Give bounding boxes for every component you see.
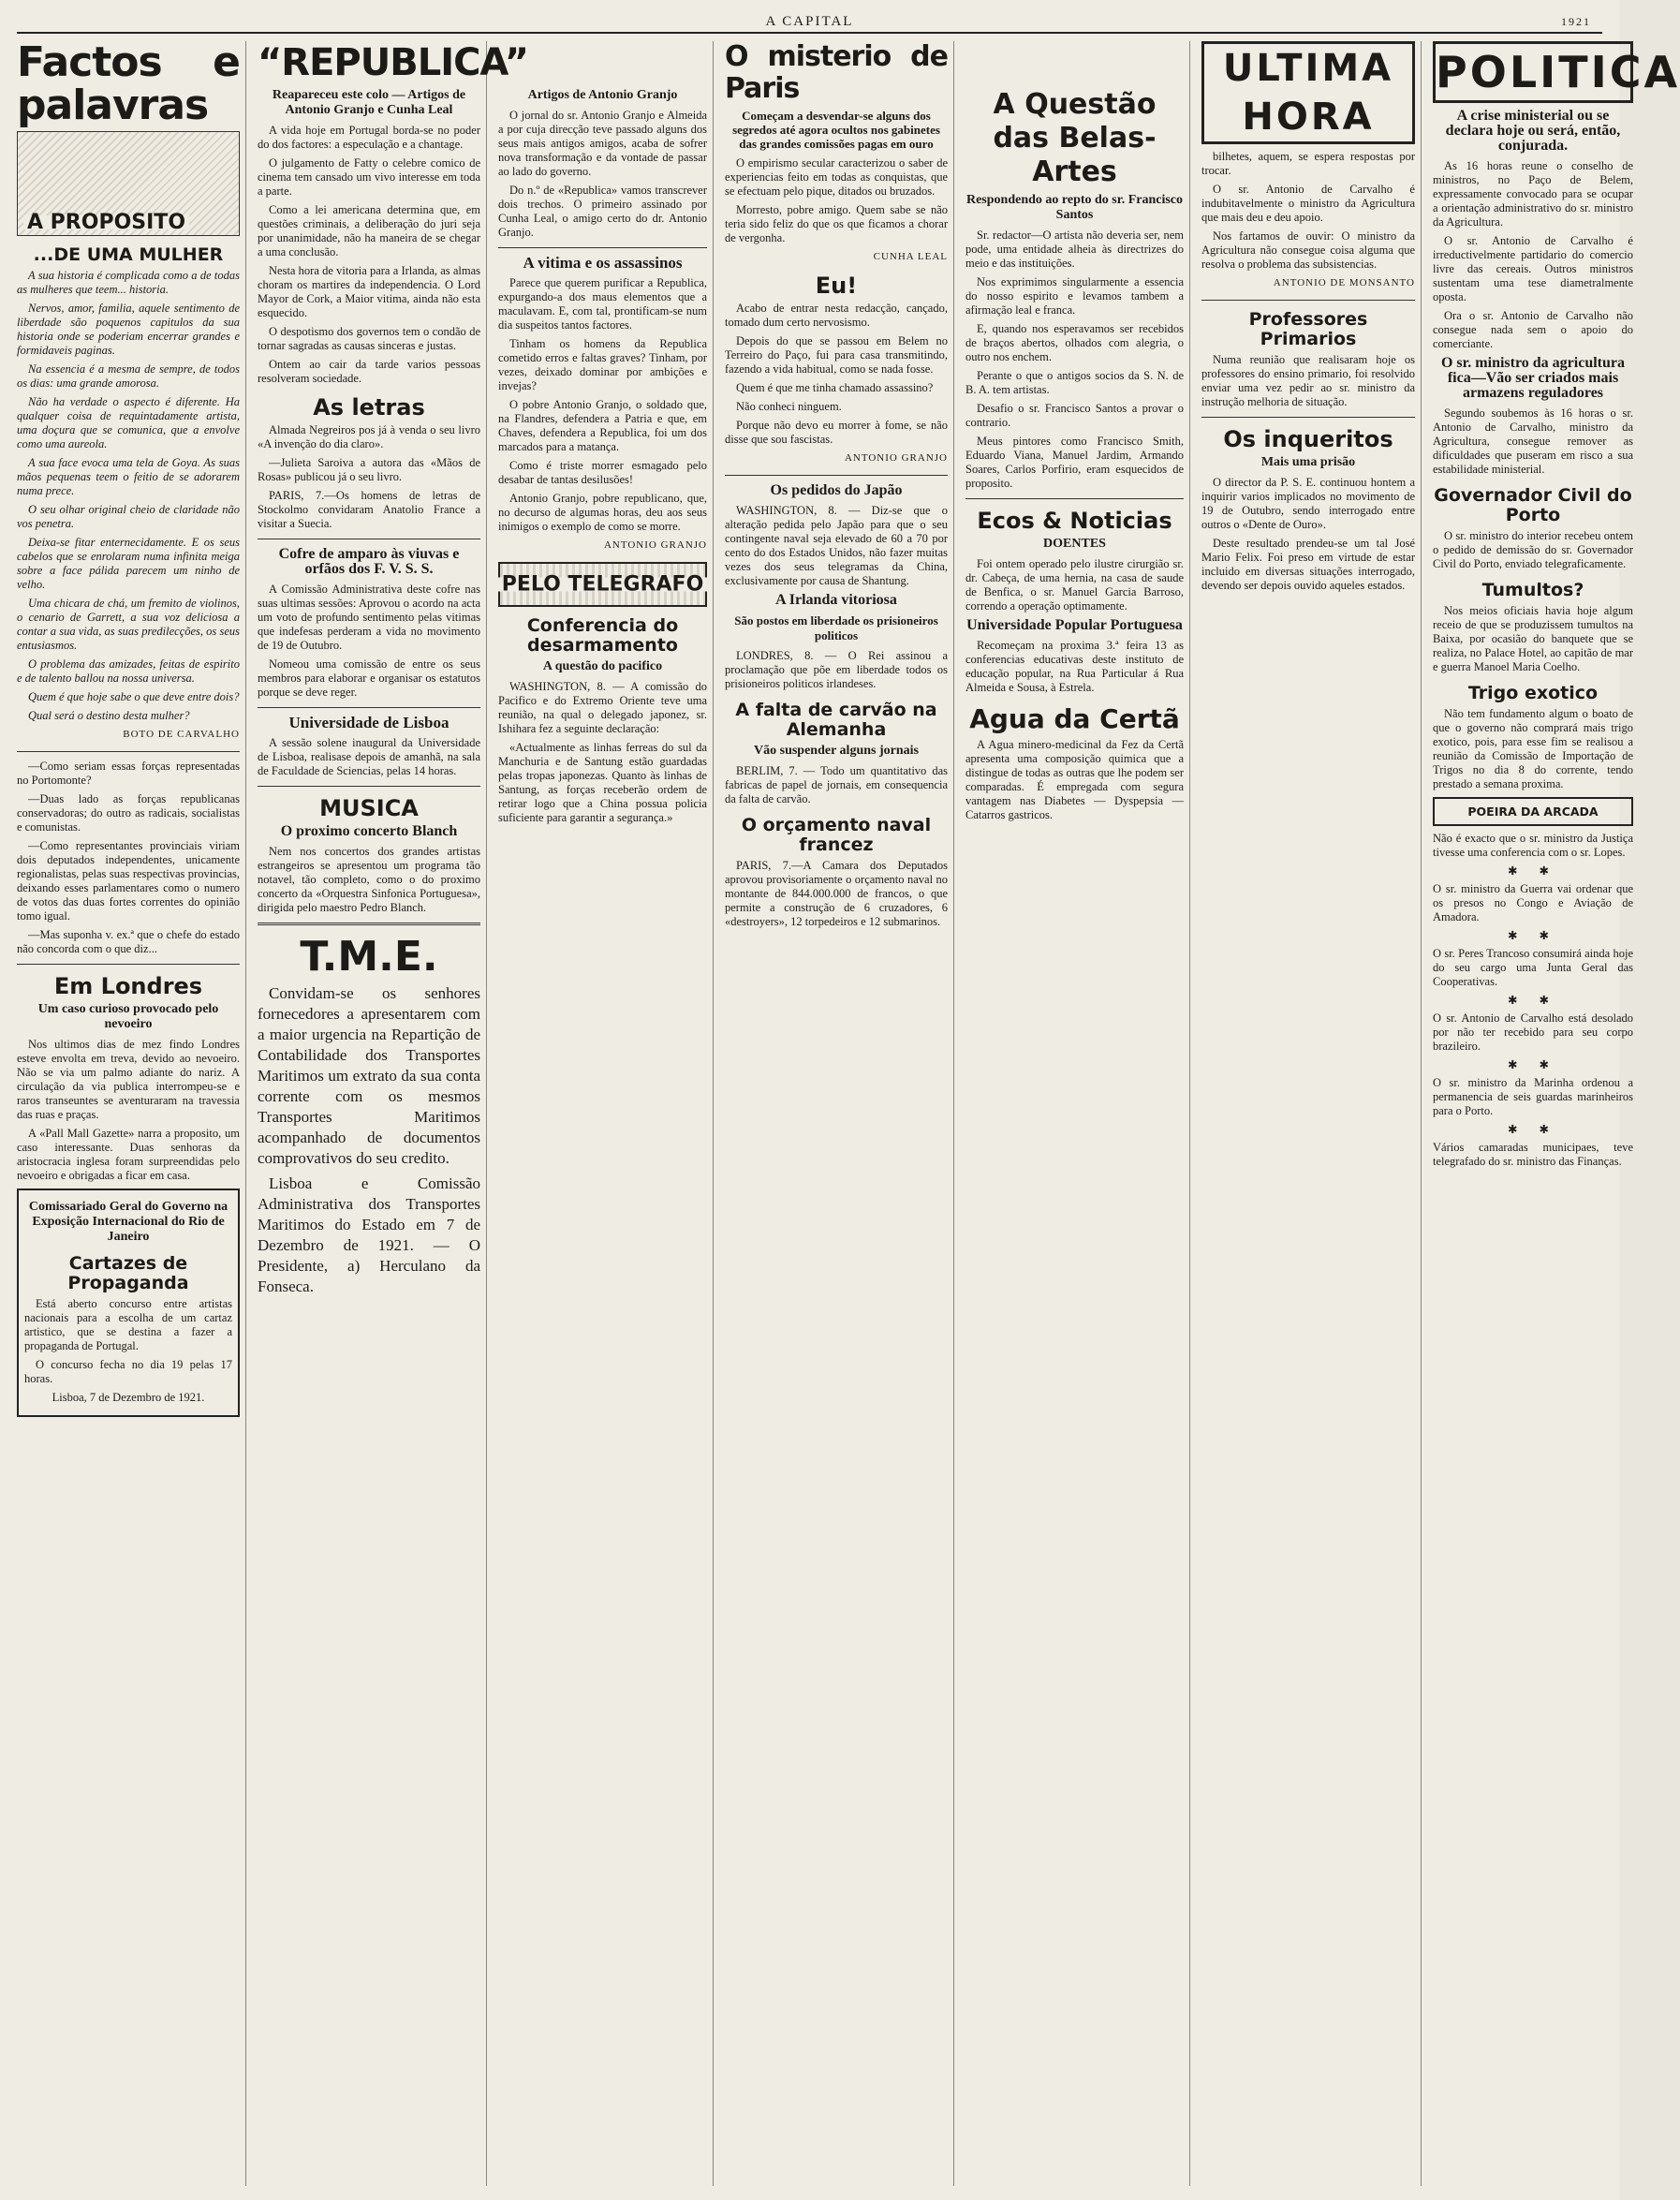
paragraph: O sr. ministro do interior recebeu ontem o pedido de demissão do sr. Governador Civil do Porto, enviado telegraficamente. <box>1433 529 1633 570</box>
irlanda-subtitle: São postos em liberdade os prisioneiros politicos <box>734 613 938 642</box>
divider <box>498 247 707 248</box>
paragraph: O sr. Antonio de Carvalho é irreductivelmente partidario do comercio livre das cereais. Outros ministros sustentam uma tese diametralmente oposta. <box>1433 234 1633 303</box>
paragraph: Convidam-se os senhores fornecedores a apresentarem com a maior urgencia na Repartição de Contabilidade dos Transportes Maritimos um extrato da sua conta corrente com os mesmos Transportes Maritimos acompanhado de documentos comprovativos do seu credito. <box>258 984 480 1167</box>
list-item: O sr. ministro da Marinha ordenou a permanencia de seis guardas marinheiros para o Porto. <box>1433 1076 1633 1117</box>
tme-title: T.M.E. <box>300 933 438 981</box>
paragraph: Quem é que me tinha chamado assassino? <box>736 381 934 394</box>
londres-title: Em Londres <box>53 973 203 999</box>
paragraph: —Como representantes provinciais viriam dois deputados independentes, unicamente regionalistas, pelas suas respectivas provincias, deixando esses parlamentares como o numero de votos das duas fortes correntes do opinião tomo igual. <box>17 839 240 923</box>
carvao-subtitle: Vão suspender alguns jornais <box>754 744 919 758</box>
paragraph: Numa reunião que realisaram hoje os professores do ensino primario, foi resolvido enviar uma vez pedir ao sr. ministro da instrução melhoria de situação. <box>1201 353 1415 408</box>
ultima-hora-masthead: ULTIMA HORA <box>1201 41 1415 144</box>
box-subtitle: Cartazes de Propaganda <box>67 1253 189 1293</box>
paragraph: A sessão solene inaugural da Universidade de Lisboa, realisase depois de amanhã, na sala de Faculdade de Sciencias, pelas 14 horas. <box>258 736 480 777</box>
paragraph: BERLIM, 7. — Todo um quantitativo das fabricas de papel de jornais, em consequencia da falta de carvão. <box>725 764 948 805</box>
conf-title: Conferencia do desarmamento <box>526 615 679 656</box>
column-1 <box>17 38 246 2186</box>
paragraph: Uma chicara de chá, um fremito de violinos, o cenario de Garrett, a sua voz deliciosa a contar a sua vida, as suas predilecções, os seus entusiasmos. <box>17 597 240 652</box>
divider <box>1201 417 1415 418</box>
divider <box>17 751 240 752</box>
paragraph: Lisboa e Comissão Administrativa dos Transportes Maritimos do Estado em 7 de Dezembro de 1921. — O Presidente, a) Herculano da Fonseca. <box>258 1174 480 1295</box>
running-title: A CAPITAL <box>765 14 854 29</box>
paragraph: Nos meios oficiais havia hoje algum receio de que se produzissem tumultos na Baixa, por ocasião do banquete que se realiza, no Palace Hotel, ao capitão de mar e guerra Manoel Maria Coelho. <box>1433 604 1633 673</box>
pelo-telegrafo-banner <box>498 562 707 607</box>
divider <box>1201 300 1415 301</box>
paragraph: Foi ontem operado pelo ilustre cirurgião sr. dr. Cabeça, de uma hernia, na casa de saude de Benfica, o sr. Manuel Garcia Barroso, correndo a operação optimamente. <box>965 557 1184 613</box>
exposicao-box <box>17 1189 240 1417</box>
paragraph: Deixa-se fitar enternecidamente. E os seus cabelos que se enrolaram numa infinita meiga sobre a face pálida parecem um ninho de velho. <box>17 536 240 591</box>
belas-artes-title: A Questão das Belas-Artes <box>993 88 1157 188</box>
paragraph: Tinham os homens da Republica cometido erros e faltas graves? Tinham, por vezes, deixado dominar por ambições e invejas? <box>498 337 707 392</box>
asterism: ✱ ✱ <box>1507 1058 1559 1071</box>
paragraph: Nem nos concertos dos grandes artistas estrangeiros se apresentou um programa tão notavel, tão completo, como o do proximo concerto da «Orquestra Sinfonica Portuguesa», dirigida pelo maestro Pedro Blanch. <box>258 845 480 914</box>
paragraph: Qual será o destino desta mulher? <box>28 709 190 722</box>
politica-masthead: POLITICA <box>1433 41 1633 103</box>
upp-title: Universidade Popular Portuguesa <box>966 617 1183 633</box>
paragraph: E, quando nos esperavamos ser recebidos de braços abertos, olhados com alegria, o outro nos enchem. <box>965 322 1184 363</box>
paragraph: Acabo de entrar nesta redacção, cançado, tomado dum certo nervosismo. <box>725 302 948 329</box>
paragraph: —Duas lado as forças republicanas conservadoras; do outro as radicais, socialistas e comunistas. <box>17 792 240 834</box>
japao-title: Os pedidos do Japão <box>770 482 903 498</box>
column-6 <box>1201 41 1422 2186</box>
eu-title: Eu! <box>815 273 858 299</box>
paragraph: Ora o sr. Antonio de Carvalho não consegue nada sem o apoio do comerciante. <box>1433 309 1633 350</box>
trigo-title: Trigo exotico <box>1467 683 1599 703</box>
list-item: O sr. Antonio de Carvalho está desolado por não ter recebido para seu corpo brazileiro. <box>1433 1011 1633 1053</box>
conf-subtitle: A questão do pacifico <box>542 659 663 673</box>
paragraph: Como a lei americana determina que, em questões criminais, a deliberação do juri seja por unanimidade, não ha maneira de se chegar a uma conclusão. <box>258 203 480 258</box>
paragraph: O pobre Antonio Granjo, o soldado que, na Flandres, defendera a Patria e que, em Chaves, defendera a Republica, foi um dos marcados para a matança. <box>498 398 707 453</box>
belas-artes-subtitle: Respondendo ao repto do sr. Francisco Santos <box>965 193 1184 222</box>
inqueritos-subtitle: Mais uma prisão <box>1260 455 1356 469</box>
section-title: Factos e palavras <box>17 38 240 129</box>
paragraph: O problema das amizades, feitas de espirito e de talento ballou na nossa universa. <box>17 657 240 685</box>
divider <box>965 498 1184 499</box>
asterism: ✱ ✱ <box>1507 1123 1559 1136</box>
illustration-label: A PROPOSITO <box>23 215 189 229</box>
paragraph: Nomeou uma comissão de entre os seus membros para elaborar e organisar os estatutos porque se deve reger. <box>258 657 480 699</box>
paragraph: Não tem fundamento algum o boato de que o governo não comprará mais trigo exotico, pois, para esse fim se realisou a reunião da Comissão de Importação de Trigos no dia 8 do corrente, tendo prestado a semana proxima. <box>1433 707 1633 790</box>
republica-subtitle: Reapareceu este colo — Artigos de Antonio Granjo e Cunha Leal <box>272 88 466 117</box>
musica-subtitle: O proximo concerto Blanch <box>280 823 458 839</box>
paragraph: Quem é que hoje sabe o que deve entre dois? <box>28 690 240 703</box>
asterism: ✱ ✱ <box>1507 864 1559 878</box>
signature: ANTONIO GRANJO <box>844 452 948 464</box>
letras-title: As letras <box>313 394 425 421</box>
paragraph: As 16 horas reune o conselho de ministros, no Paço de Belem, expressamente convocado para se ocupar a orientação administrativo do sr. ministro da Agricultura. <box>1433 159 1633 229</box>
paragraph: Está aberto concurso entre artistas nacionais para a escolha de um cartaz artistico, que se destina a fazer a propaganda de Portugal. <box>24 1297 232 1352</box>
box-title: Comissariado Geral do Governo na Exposição Internacional do Rio de Janeiro <box>28 1200 228 1244</box>
asterism: ✱ ✱ <box>1507 929 1559 942</box>
paragraph: WASHINGTON, 8. — A comissão do Pacifico e do Extremo Oriente teve uma reunião, na qual o delegado japonez, sr. Ishihara fez a seguinte declaração: <box>498 680 707 735</box>
list-item: O sr. Peres Trancoso consumirá ainda hoje do seu cargo uma Junta Geral das Cooperativas. <box>1433 947 1633 988</box>
paragraph: Não ha verdade o aspecto é diferente. Ha qualquer coisa de requintadamente artista, uma doçura que se comunica, que a envolve como uma aureola. <box>17 395 240 450</box>
box-date: Lisboa, 7 de Dezembro de 1921. <box>52 1391 205 1404</box>
column-7 <box>1433 41 1680 2186</box>
agricultura-title: O sr. ministro da agricultura fica—Vão ser criados mais armazens reguladores <box>1440 355 1625 401</box>
paragraph: Ontem ao cair da tarde varios pessoas resolveram sociedade. <box>258 358 480 385</box>
column-4 <box>725 41 954 2186</box>
irlanda-title: A Irlanda vitoriosa <box>775 592 897 608</box>
paragraph: Perante o que o antigos socios da S. N. de B. A. tem artistas. <box>965 369 1184 396</box>
paragraph: WASHINGTON, 8. — Diz-se que o alteração pedida pelo Japão para que o seu contingente naval seja elevado de 60 a 70 por cento do dos Estados Unidos, não fazer muitas vezes dos seus telegramas da China, exclusivamente por causa de Shantung. <box>725 504 948 587</box>
running-head <box>17 13 1602 34</box>
paragraph: Nos ultimos dias de mez findo Londres esteve envolta em treva, devido ao nevoeiro. Não se via um palmo adiante do nariz. A circulação da via publica interrompeu-se e raros transeuntes se aventuraram na travessia das ruas e praças. <box>17 1038 240 1121</box>
paragraph: Nos fartamos de ouvir: O ministro da Agricultura não consegue coisa alguma que resolva o problema das subsistencias. <box>1201 229 1415 271</box>
paragraph: Nervos, amor, familia, aquele sentimento de liberdade são poquenos capitulos da sua historia onde se poderiam encerrar grandes e formidaveis paginas. <box>17 302 240 357</box>
paragraph: Sr. redactor—O artista não deveria ser, nem pode, uma entidade alheia às directrizes do meio e das instituições. <box>965 229 1184 270</box>
paragraph: PARIS, 7.—A Camara dos Deputados aprovou provisoriamente o orçamento naval no montante de 844.000.000 de francos, o que permite a construção de 6 cruzadores, 6 «destroyers», 12 torpedeiros e 12 submarinos. <box>725 859 948 928</box>
inqueritos-title: Os inqueritos <box>1223 426 1393 452</box>
paragraph: Nos exprimimos singularmente a essencia do nosso espirito e levamos tambem a afirmação leal e franca. <box>965 275 1184 317</box>
republica-title: “REPUBLICA” <box>258 41 528 84</box>
paragraph: A Comissão Administrativa deste cofre nas suas ultimas sessões: Aprovou o acordo na acta um voto de profundo sentimento pelas vitimas que indefesas perderam a vida no movimento de 19 de Outubro. <box>258 583 480 652</box>
artigos-subtitle: Artigos de Antonio Granjo <box>527 88 678 102</box>
cofre-title: Cofre de amparo às viuvas e orfãos dos F. V. S. S. <box>278 546 460 577</box>
paragraph: A Agua minero-medicinal da Fez da Certã apresenta uma composição quimica que a distingue de todas as outras que lhe podem ser comparadas. É empregada com segura vantagem nas Diabetes — Dyspepsia — Catarros gastricos. <box>965 738 1184 821</box>
signature: CUNHA LEAL <box>873 251 948 262</box>
tumultos-title: Tumultos? <box>1481 580 1584 600</box>
signature: ANTONIO DE MONSANTO <box>1273 277 1415 288</box>
paragraph: —Mas suponha v. ex.ª que o chefe do estado não concorda com o que diz... <box>17 928 240 955</box>
paragraph: O seu olhar original cheio de claridade não vos penetra. <box>17 503 240 530</box>
univ-title: Universidade de Lisboa <box>288 714 449 731</box>
paragraph: A «Pall Mall Gazette» narra a proposito, um caso interessante. Duas senhoras da aristocracia inglesa foram surpreendidas pelo nevoeiro e obrigadas a ficar em casa. <box>17 1127 240 1182</box>
a-proposito-illustration <box>17 131 240 236</box>
musica-title: MUSICA <box>319 795 419 821</box>
page-marker: 1921 <box>1561 15 1591 28</box>
paragraph: Do n.º de «Republica» vamos transcrever dois trechos. O primeiro assinado por Cunha Leal, o amigo certo do dr. Antonio Granjo. <box>498 184 707 239</box>
article-title: ...DE UMA MULHER <box>33 244 224 265</box>
column-2 <box>258 41 528 2186</box>
governador-title: Governador Civil do Porto <box>1434 485 1632 525</box>
carvao-title: A falta de carvão na Alemanha <box>735 700 937 740</box>
telegrafo-label: PELO TELEGRAFO <box>496 578 710 592</box>
signature: ANTONIO GRANJO <box>603 539 707 551</box>
ecos-subtitle: DOENTES <box>1043 537 1106 551</box>
list-item: O sr. ministro da Guerra vai ordenar que os presos no Congo e Aviação de Amadora. <box>1433 882 1633 923</box>
paragraph: Segundo soubemos às 16 horas o sr. Antonio de Carvalho, ministro da Agricultura, consegue remover as dificuldades que puseram em risco a sua estabilidade ministerial. <box>1433 406 1633 476</box>
paragraph: A sua historia é complicada como a de todas as mulheres que teem... historia. <box>17 269 240 296</box>
paragraph: Porque não devo eu morrer à fome, se não disse que sou fascistas. <box>725 419 948 446</box>
list-item: Não é exacto que o sr. ministro da Justiça tivesse uma conferencia com o sr. Lopes. <box>1433 832 1633 859</box>
paragraph: A sua face evoca uma tela de Goya. As suas mãos pequenas teem o feitio de se adorarem numa prece. <box>17 456 240 497</box>
ecos-title: Ecos & Noticias <box>977 508 1172 534</box>
paragraph: Antonio Granjo, pobre republicano, que, no decurso de algumas horas, deu aos seus inimigos o exemplo de como se morre. <box>498 492 707 533</box>
paragraph: —Como seriam essas forças representadas no Portomonte? <box>17 760 240 787</box>
divider <box>258 707 480 708</box>
orcamento-title: O orçamento naval francez <box>741 815 932 855</box>
signature: BOTO DE CARVALHO <box>123 729 240 740</box>
divider <box>258 923 480 925</box>
paragraph: O julgamento de Fatty o celebre comico de cinema tem cansado um vivo interesse em toda a parte. <box>258 156 480 198</box>
paragraph: PARIS, 7.—Os homens de letras de Stockolmo convidaram Anatolio France a visitar a Suecia. <box>258 489 480 530</box>
paragraph: Almada Negreiros pos já à venda o seu livro «A invenção do dia claro». <box>258 423 480 450</box>
professores-title: Professores Primarios <box>1248 309 1368 349</box>
paragraph: Parece que querem purificar a Republica, expurgando-a dos maus elementos que a maculavam. E, com tal, prontificam-se num dia suspeitos tantos factores. <box>498 276 707 332</box>
paragraph: «Actualmente as linhas ferreas do sul da Manchuria e de Santung estão guardadas pelas tropas japonezas. Quanto às linhas de Santung, as forças receberão ordem de retirar logo que a China possua policia suficiente para garantir a segurança.» <box>498 741 707 824</box>
crise-deck: A crise ministerial ou se declara hoje ou será, então, conjurada. <box>1445 108 1621 154</box>
paragraph: O empirismo secular caracterizou o saber de experiencias feito em todas as conquistas, que se efectuam pelo pique, ditados ou bruzados. <box>725 156 948 198</box>
agua-title: Agua da Certã <box>969 703 1180 734</box>
paragraph: —Julieta Saroiva a autora das «Mãos de Rosas» publicou já o seu livro. <box>258 456 480 483</box>
paragraph: Deste resultado prendeu-se um tal José Mario Felix. Foi preso em virtude de estar incluido em diversas situações interrogado, devendo ser depois ouvido aqueles estados. <box>1201 537 1415 592</box>
divider <box>258 786 480 787</box>
paragraph: O sr. Antonio de Carvalho é indubitavelmente o ministro da Agricultura que mais deu e deu apoio. <box>1201 183 1415 224</box>
paragraph: Desafio o sr. Francisco Santos a provar o contrario. <box>965 402 1184 429</box>
paragraph: LONDRES, 8. — O Rei assinou a proclamação que põe em liberdade todos os prisioneiros politicos irlandeses. <box>725 649 948 690</box>
list-item: Vários camaradas municipaes, teve telegrafado do sr. ministro das Finanças. <box>1433 1141 1633 1168</box>
divider <box>17 964 240 965</box>
divider <box>725 475 948 476</box>
poeira-list <box>1433 832 1633 1169</box>
columns <box>17 38 1680 2186</box>
column-3 <box>498 41 714 2186</box>
paragraph: O jornal do sr. Antonio Granjo e Almeida a por cuja direcção teve passado alguns dos seus mais antigos amigos, acaba de sofrer nova transformação e da vontade de passar ao lado do governo. <box>498 109 707 178</box>
londres-subtitle: Um caso curioso provocado pelo nevoeiro <box>37 1002 219 1031</box>
paragraph: Meus pintores como Francisco Smith, Eduardo Viana, Manuel Jardim, Armando Soares, Carlos Porfirio, eram esquecidos de proposito. <box>965 435 1184 490</box>
paragraph: bilhetes, aquem, se espera respostas por trocar. <box>1201 150 1415 177</box>
poeira-banner: POEIRA DA ARCADA <box>1433 797 1633 826</box>
paragraph: A vida hoje em Portugal borda-se no poder do dos factores: a especulação e a chantage. <box>258 124 480 151</box>
column-5 <box>965 41 1190 2186</box>
asterism: ✱ ✱ <box>1507 994 1559 1007</box>
paragraph: O director da P. S. E. continuou hontem a inquirir varios implicados no movimento de 19 de Outubro, sendo interrogado entre outros o «Dente de Ouro». <box>1201 476 1415 531</box>
paragraph: Depois do que se passou em Belem no Terreiro do Paço, fui para casa transmitindo, fazendo a vida habitual, como se nada fosse. <box>725 334 948 376</box>
paragraph: O despotismo dos governos tem o condão de tornar sagradas as causas sinceras e justas. <box>258 325 480 352</box>
paragraph: Como é triste morrer esmagado pelo desabar de tantas desilusões! <box>498 459 707 486</box>
paragraph: Morresto, pobre amigo. Quem sabe se não teria sido feliz do que os que ficamos a chorar de vergonha. <box>725 203 948 244</box>
paragraph: Recomeçam na proxima 3.ª feira 13 as conferencias educativas deste instituto de educação popular, na Rua Particular á Rua Almeida e Sousa, à Estrela. <box>965 639 1184 694</box>
vitima-title: A vitima e os assassinos <box>523 254 683 272</box>
misterio-deck: Começam a desvendar-se alguns dos segredos até agora ocultos nos gabinetes das grandes comissões pagas em ouro <box>732 109 940 151</box>
paragraph: Nesta hora de vitoria para a Irlanda, as almas choram os martires da independencia. O Lord Mayor de Cork, a Maior vitima, ainda não esta esquecido. <box>258 264 480 319</box>
paragraph: Na essencia é a mesma de sempre, de todos os dias: uma grande amorosa. <box>17 362 240 390</box>
misterio-title: O misterio de Paris <box>725 40 948 105</box>
paragraph: Não conheci ninguem. <box>736 400 842 413</box>
paragraph: O concurso fecha no dia 19 pelas 17 horas. <box>24 1358 232 1385</box>
